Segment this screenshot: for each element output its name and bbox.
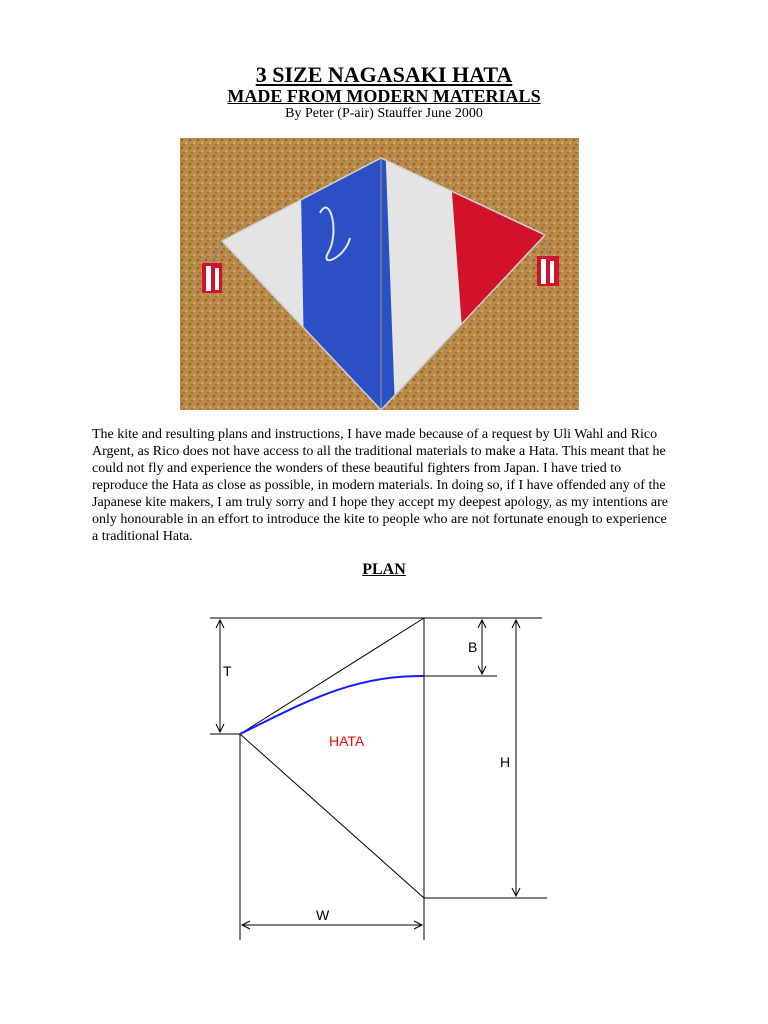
label-h: H [500, 754, 511, 770]
label-hata: HATA [329, 733, 365, 749]
document-title: 3 SIZE NAGASAKI HATA [255, 62, 513, 87]
kite-shape [240, 618, 424, 898]
h-dimension-arrow [512, 620, 520, 896]
extension-lines [210, 618, 547, 940]
plan-heading: PLAN [362, 561, 406, 578]
label-t: T [223, 663, 232, 679]
bow-curve [240, 676, 424, 734]
kite-photo [180, 138, 579, 410]
byline: By Peter (P-air) Stauffer June 2000 [285, 106, 483, 121]
label-w: W [316, 907, 330, 923]
label-b: B [468, 639, 478, 655]
b-dimension-arrow [478, 620, 486, 674]
intro-paragraph: The kite and resulting plans and instructions, I have made because of a request by Uli Wahl and Rico Argent, as Rico does not have access to all the traditional materials to make a Hata. This meant that he could not fly and experience the wonders of these beautiful fighters from Japan. I have tried to reproduce the Hata as close as possible, in modern materials. In doing so, if I have offended any of the Japanese kite makers, I am truly sorry and I hope they accept my deepest apology, as my intentions are only honourable in an effort to introduce the kite to people who are not fortunate enough to experience a traditional Hata. [92, 427, 669, 544]
plan-diagram [200, 595, 560, 955]
w-dimension-arrow [242, 921, 422, 929]
document-subtitle: MADE FROM MODERN MATERIALS [227, 86, 541, 106]
